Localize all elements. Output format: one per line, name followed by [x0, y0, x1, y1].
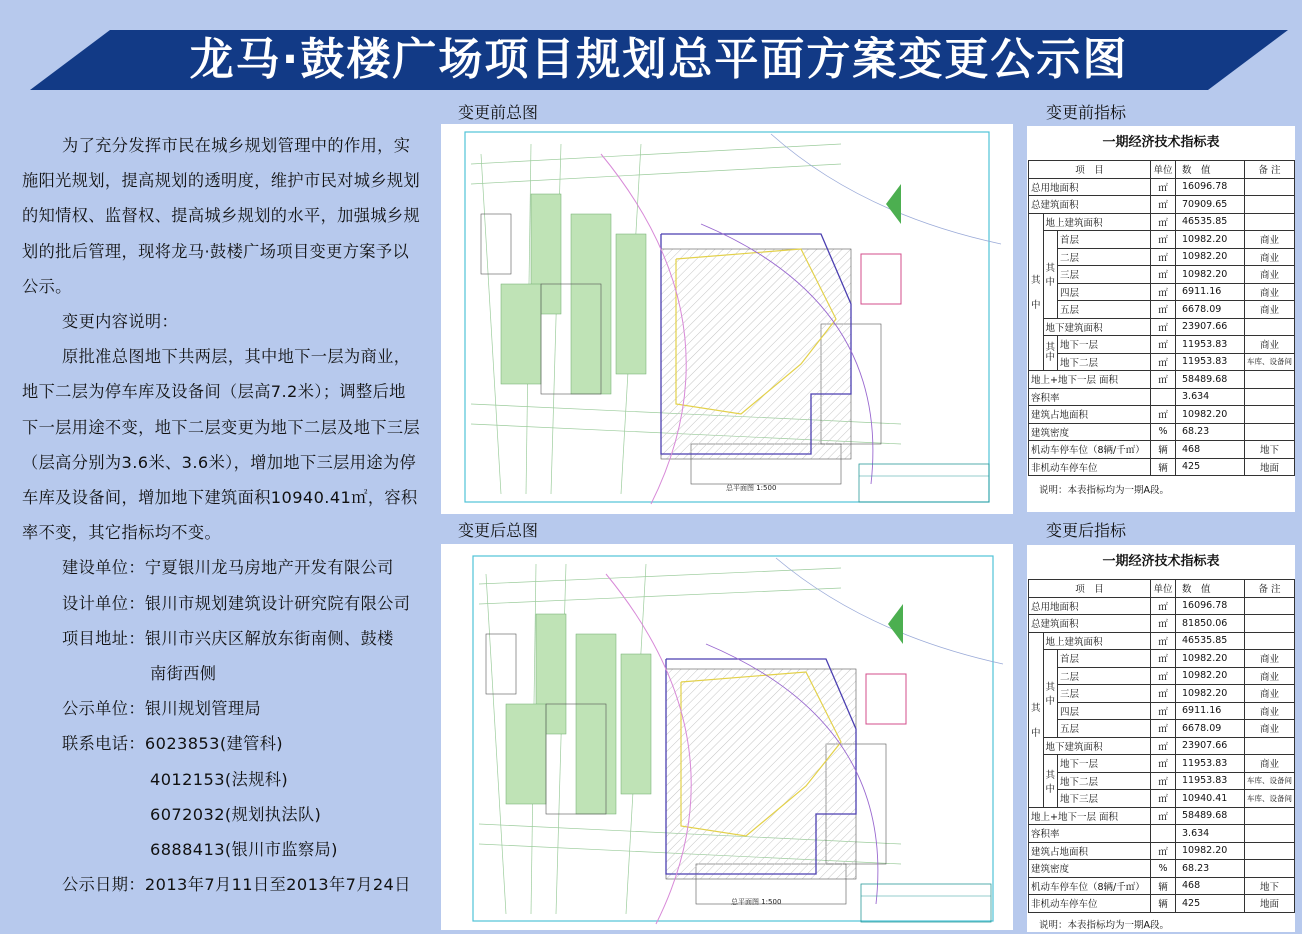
row-unit: ㎡ [1151, 720, 1176, 738]
row-unit: ㎡ [1151, 650, 1176, 668]
row-unit: ㎡ [1151, 685, 1176, 703]
row-unit: ㎡ [1151, 336, 1176, 354]
row-value: 11953.83 [1176, 353, 1245, 371]
row-value: 11953.83 [1176, 336, 1245, 354]
row-note [1245, 406, 1295, 424]
table-row [1029, 178, 1295, 196]
table-row [1029, 790, 1295, 808]
row-item: 总建筑面积 [1029, 196, 1151, 214]
row-value: 16096.78 [1176, 597, 1245, 615]
table-row [1029, 441, 1295, 459]
phone-1: 联系电话：6023853(建管科) [62, 734, 284, 754]
row-value: 81850.06 [1176, 615, 1245, 633]
header-unit: 单位 [1151, 161, 1176, 179]
table-row [1029, 825, 1295, 843]
row-value: 468 [1176, 441, 1245, 459]
row-note [1245, 860, 1295, 878]
row-value: 3.634 [1176, 388, 1245, 406]
row-unit: ㎡ [1151, 266, 1176, 284]
row-note [1245, 842, 1295, 860]
row-note: 商业 [1245, 755, 1295, 773]
row-value: 3.634 [1176, 825, 1245, 843]
row-item: 总用地面积 [1029, 597, 1151, 615]
build-unit: 建设单位：宁夏银川龙马房地产开发有限公司 [62, 558, 394, 578]
row-note [1245, 318, 1295, 336]
row-item: 地上+地下一层 面积 [1029, 371, 1151, 389]
row-note: 商业 [1245, 266, 1295, 284]
row-note: 车库、设备间 [1245, 353, 1295, 371]
publish-date: 公示日期：2013年7月11日至2013年7月24日 [62, 875, 411, 895]
row-value: 10940.41 [1176, 790, 1245, 808]
label-plan-before: 变更前总图 [458, 103, 539, 122]
label-index-after: 变更后指标 [1046, 521, 1127, 540]
row-value: 10982.20 [1176, 231, 1245, 249]
row-item: 地下一层 [1058, 755, 1151, 773]
row-unit: ㎡ [1151, 790, 1176, 808]
row-note [1245, 196, 1295, 214]
row-item: 地下二层 [1058, 353, 1151, 371]
table-row [1029, 213, 1295, 231]
row-item: 地上建筑面积 [1043, 213, 1150, 231]
label-index-before: 变更前指标 [1046, 103, 1127, 122]
index-table-after [1027, 545, 1295, 932]
row-value: 11953.83 [1176, 772, 1245, 790]
publisher: 公示单位：银川规划管理局 [62, 699, 262, 719]
table-row [1029, 877, 1295, 895]
row-note: 商业 [1245, 231, 1295, 249]
row-value: 10982.20 [1176, 406, 1245, 424]
row-item: 地下三层 [1058, 790, 1151, 808]
phone-4: 6888413(银川市监察局) [150, 840, 338, 860]
row-unit: ㎡ [1151, 632, 1176, 650]
row-note [1245, 597, 1295, 615]
row-value: 10982.20 [1176, 842, 1245, 860]
row-value: 6678.09 [1176, 301, 1245, 319]
row-note [1245, 807, 1295, 825]
table-row [1029, 371, 1295, 389]
row-note: 车库、设备间 [1245, 772, 1295, 790]
table-note: 说明：本表指标均为一期A段。 [1039, 919, 1169, 931]
row-item: 地下建筑面积 [1043, 318, 1150, 336]
row-value: 16096.78 [1176, 178, 1245, 196]
row-note: 地下 [1245, 877, 1295, 895]
row-unit: ㎡ [1151, 755, 1176, 773]
project-address-cont: 南街西侧 [150, 664, 217, 684]
row-unit: ㎡ [1151, 283, 1176, 301]
row-item: 非机动车停车位 [1029, 895, 1151, 913]
plan-caption: 总平面图 1:500 [731, 898, 782, 906]
table-row [1029, 388, 1295, 406]
row-note [1245, 371, 1295, 389]
row-note [1245, 388, 1295, 406]
row-item: 地下建筑面积 [1043, 737, 1150, 755]
row-unit: ㎡ [1151, 318, 1176, 336]
table-header [1029, 161, 1295, 179]
table-row [1029, 737, 1295, 755]
table-row [1029, 248, 1295, 266]
phone-3: 6072032(规划执法队) [150, 804, 322, 824]
header-item: 项 目 [1029, 161, 1151, 179]
table-row [1029, 406, 1295, 424]
site-plan-after [441, 544, 1013, 930]
table-row [1029, 720, 1295, 738]
row-item: 二层 [1058, 248, 1151, 266]
table-row [1029, 667, 1295, 685]
row-item: 机动车停车位（8辆/千㎡） [1029, 877, 1151, 895]
row-item: 容积率 [1029, 388, 1151, 406]
row-item: 五层 [1058, 720, 1151, 738]
intro-paragraph: 为了充分发挥市民在城乡规划管理中的作用，实施阳光规划，提高规划的透明度，维护市民对城乡规划的知情权、监督权、提高城乡规划的水平，加强城乡规划的批后管理，现将龙马·鼓楼广场项目变更方案予以公示。 [22, 136, 421, 296]
row-value: 468 [1176, 877, 1245, 895]
row-value: 10982.20 [1176, 266, 1245, 284]
page-title: 龙马·鼓楼广场项目规划总平面方案变更公示图 [189, 34, 1129, 85]
row-note [1245, 632, 1295, 650]
change-heading: 变更内容说明： [62, 312, 179, 332]
row-note [1245, 737, 1295, 755]
row-unit: ㎡ [1151, 615, 1176, 633]
row-unit: ㎡ [1151, 248, 1176, 266]
row-note: 地面 [1245, 895, 1295, 913]
table-row [1029, 685, 1295, 703]
group-label: 其 中 [1029, 213, 1044, 371]
row-unit: ㎡ [1151, 597, 1176, 615]
table-title: 一期经济技术指标表 [1102, 554, 1220, 569]
table-row [1029, 423, 1295, 441]
table-row [1029, 632, 1295, 650]
index-table-before [1027, 126, 1295, 512]
row-note: 商业 [1245, 667, 1295, 685]
row-unit: ㎡ [1151, 807, 1176, 825]
table-row [1029, 807, 1295, 825]
row-item: 地下一层 [1058, 336, 1151, 354]
change-paragraph: 原批准总图地下共两层，其中地下一层为商业，地下二层为停车库及设备间（层高7.2米）；调整后地下一层用途不变，地下二层变更为地下二层及地下三层（层高分别为3.6米、3.6米），增加地下三层用途为停车库及设备间，增加地下建筑面积10940.41㎡，容积率不变，其它指标均不变。 [22, 347, 421, 543]
group-label: 其 中 [1043, 650, 1058, 738]
row-value: 68.23 [1176, 423, 1245, 441]
title-banner [30, 30, 1288, 90]
group-label: 其 中 [1043, 755, 1058, 808]
row-unit: ㎡ [1151, 213, 1176, 231]
table-row [1029, 650, 1295, 668]
row-item: 建筑占地面积 [1029, 406, 1151, 424]
row-item: 机动车停车位（8辆/千㎡） [1029, 441, 1151, 459]
row-unit: ㎡ [1151, 353, 1176, 371]
row-unit: ㎡ [1151, 772, 1176, 790]
row-item: 四层 [1058, 283, 1151, 301]
row-item: 容积率 [1029, 825, 1151, 843]
row-note: 地下 [1245, 441, 1295, 459]
row-unit: % [1151, 423, 1176, 441]
row-note: 地面 [1245, 458, 1295, 476]
plan-caption: 总平面图 1:500 [726, 484, 777, 492]
row-unit: ㎡ [1151, 196, 1176, 214]
economic-index-table [1028, 579, 1295, 913]
row-value: 6678.09 [1176, 720, 1245, 738]
row-item: 三层 [1058, 685, 1151, 703]
row-note: 商业 [1245, 650, 1295, 668]
row-item: 五层 [1058, 301, 1151, 319]
row-note [1245, 423, 1295, 441]
table-row [1029, 702, 1295, 720]
row-value: 6911.16 [1176, 702, 1245, 720]
row-note: 商业 [1245, 301, 1295, 319]
row-item: 首层 [1058, 231, 1151, 249]
row-unit: 辆 [1151, 877, 1176, 895]
group-label: 其 中 [1043, 336, 1058, 371]
row-note: 商业 [1245, 283, 1295, 301]
row-value: 23907.66 [1176, 737, 1245, 755]
row-item: 总建筑面积 [1029, 615, 1151, 633]
table-row [1029, 231, 1295, 249]
group-label: 其 中 [1043, 231, 1058, 319]
row-unit [1151, 825, 1176, 843]
table-row [1029, 615, 1295, 633]
row-note [1245, 178, 1295, 196]
row-unit: ㎡ [1151, 301, 1176, 319]
header-note: 备 注 [1245, 580, 1295, 598]
row-item: 三层 [1058, 266, 1151, 284]
row-value: 70909.65 [1176, 196, 1245, 214]
row-unit [1151, 388, 1176, 406]
row-note: 商业 [1245, 685, 1295, 703]
row-item: 建筑密度 [1029, 423, 1151, 441]
header-value: 数 值 [1176, 161, 1245, 179]
table-row [1029, 301, 1295, 319]
row-value: 6911.16 [1176, 283, 1245, 301]
row-note [1245, 825, 1295, 843]
table-title: 一期经济技术指标表 [1102, 135, 1220, 150]
table-row [1029, 772, 1295, 790]
row-unit: 辆 [1151, 895, 1176, 913]
table-row [1029, 755, 1295, 773]
row-item: 地下二层 [1058, 772, 1151, 790]
economic-index-table [1028, 160, 1295, 476]
label-plan-after: 变更后总图 [458, 521, 539, 540]
table-header [1029, 580, 1295, 598]
row-item: 首层 [1058, 650, 1151, 668]
row-unit: ㎡ [1151, 702, 1176, 720]
row-unit: % [1151, 860, 1176, 878]
row-item: 非机动车停车位 [1029, 458, 1151, 476]
header-unit: 单位 [1151, 580, 1176, 598]
row-item: 地上+地下一层 面积 [1029, 807, 1151, 825]
project-address: 项目地址：银川市兴庆区解放东街南侧、鼓楼 [62, 628, 394, 648]
table-row [1029, 597, 1295, 615]
notice-text [22, 128, 422, 902]
row-value: 10982.20 [1176, 248, 1245, 266]
row-unit: ㎡ [1151, 842, 1176, 860]
phone-2: 4012153(法规科) [150, 769, 289, 789]
row-note: 车库、设备间 [1245, 790, 1295, 808]
row-value: 46535.85 [1176, 632, 1245, 650]
row-value: 425 [1176, 458, 1245, 476]
header-item: 项 目 [1029, 580, 1151, 598]
row-item: 地上建筑面积 [1043, 632, 1150, 650]
table-row [1029, 266, 1295, 284]
row-value: 10982.20 [1176, 667, 1245, 685]
table-row [1029, 318, 1295, 336]
row-item: 建筑密度 [1029, 860, 1151, 878]
row-unit: ㎡ [1151, 737, 1176, 755]
header-value: 数 值 [1176, 580, 1245, 598]
row-item: 建筑占地面积 [1029, 842, 1151, 860]
site-plan-drawing [441, 544, 1013, 930]
row-item: 二层 [1058, 667, 1151, 685]
table-row [1029, 283, 1295, 301]
row-value: 23907.66 [1176, 318, 1245, 336]
row-unit: ㎡ [1151, 371, 1176, 389]
site-plan-before [441, 124, 1013, 514]
row-note: 商业 [1245, 720, 1295, 738]
row-value: 10982.20 [1176, 650, 1245, 668]
row-value: 68.23 [1176, 860, 1245, 878]
table-row [1029, 458, 1295, 476]
row-value: 425 [1176, 895, 1245, 913]
row-unit: ㎡ [1151, 178, 1176, 196]
site-plan-drawing [441, 124, 1013, 514]
table-row [1029, 353, 1295, 371]
table-row [1029, 860, 1295, 878]
row-unit: 辆 [1151, 458, 1176, 476]
table-row [1029, 196, 1295, 214]
row-note [1245, 213, 1295, 231]
group-label: 其 中 [1029, 632, 1044, 807]
row-value: 58489.68 [1176, 371, 1245, 389]
row-value: 46535.85 [1176, 213, 1245, 231]
design-unit: 设计单位：银川市规划建筑设计研究院有限公司 [62, 593, 411, 613]
row-note [1245, 615, 1295, 633]
table-note: 说明：本表指标均为一期A段。 [1039, 485, 1169, 496]
row-note: 商业 [1245, 248, 1295, 266]
row-item: 总用地面积 [1029, 178, 1151, 196]
row-unit: ㎡ [1151, 667, 1176, 685]
row-value: 11953.83 [1176, 755, 1245, 773]
row-note: 商业 [1245, 702, 1295, 720]
row-unit: ㎡ [1151, 231, 1176, 249]
table-row [1029, 336, 1295, 354]
row-item: 四层 [1058, 702, 1151, 720]
row-unit: ㎡ [1151, 406, 1176, 424]
header-note: 备 注 [1245, 161, 1295, 179]
table-row [1029, 842, 1295, 860]
row-value: 10982.20 [1176, 685, 1245, 703]
row-value: 58489.68 [1176, 807, 1245, 825]
row-note: 商业 [1245, 336, 1295, 354]
table-row [1029, 895, 1295, 913]
row-unit: 辆 [1151, 441, 1176, 459]
